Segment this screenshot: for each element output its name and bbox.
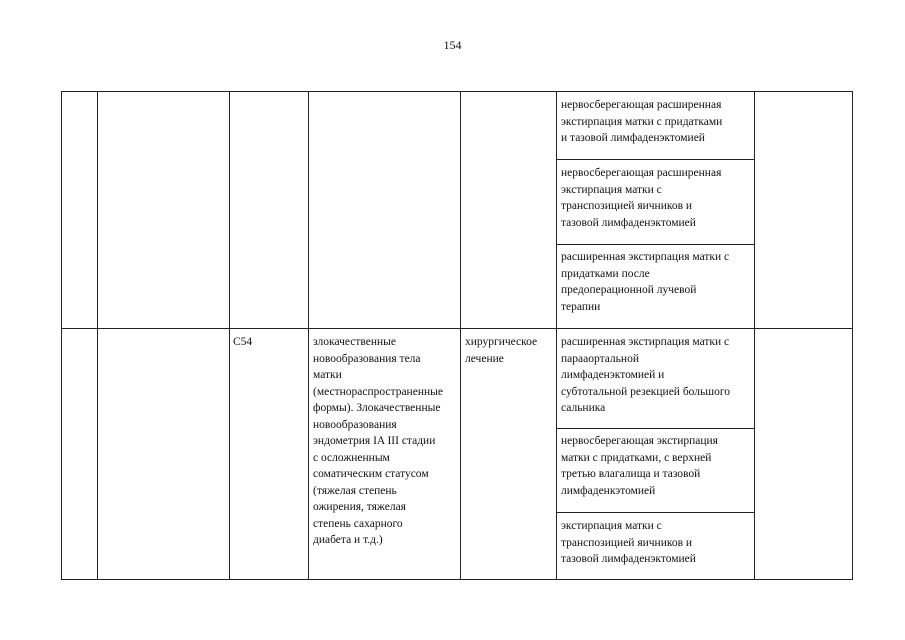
diagnosis-text-line: степень сахарного — [313, 517, 403, 530]
method-cell — [561, 433, 718, 499]
method-text-line: расширенная экстирпация матки с — [561, 251, 730, 263]
method-text-line: предоперационной лучевой — [561, 284, 697, 296]
method-divider — [556, 512, 754, 513]
diagnosis-cell — [313, 334, 443, 549]
method-text-line: экстирпация матки с — [561, 520, 662, 532]
column-divider — [308, 92, 309, 579]
method-text-line: субтотальной резекцией большого — [561, 385, 731, 398]
method-cell — [561, 518, 696, 568]
column-divider — [229, 92, 230, 579]
method-text-line: экстирпация матки с — [561, 183, 662, 196]
method-text-line: терапии — [561, 300, 601, 313]
method-text-line: придатками после — [561, 267, 650, 280]
method-cell — [561, 334, 730, 417]
method-text-line: тазовой лимфаденэктомией — [561, 216, 696, 229]
treatment-cell — [465, 334, 537, 367]
method-divider — [556, 244, 754, 245]
diagnosis-text-line: формы). Злокачественные — [313, 402, 441, 414]
row-divider — [62, 328, 852, 329]
medical-procedures-table — [61, 91, 853, 580]
method-text-line: нервосберегающая расширенная — [561, 99, 722, 111]
page-number: 154 — [443, 38, 462, 52]
method-text-line: расширенная экстирпация матки с — [561, 336, 730, 348]
diagnosis-text-line: (тяжелая степень — [313, 484, 397, 497]
treatment-text-line: лечение — [465, 352, 504, 365]
method-text-line: нервосберегающая расширенная — [561, 167, 722, 179]
column-divider — [556, 92, 557, 579]
method-text-line: третью влагалища и тазовой — [561, 468, 701, 480]
diagnosis-text-line: диабета и т.д.) — [313, 534, 383, 546]
diagnosis-text-line: злокачественные — [313, 336, 396, 348]
treatment-text-line: хирургическое — [465, 336, 538, 348]
method-text-line: матки с придатками, с верхней — [561, 451, 712, 464]
diagnosis-text-line: соматическим статусом — [313, 468, 429, 480]
diagnosis-text-line: новообразования — [313, 418, 397, 431]
method-text-line: лимфаденкэтомией — [561, 484, 656, 497]
method-text-line: тазовой лимфаденэктомией — [561, 553, 696, 565]
method-cell — [561, 97, 722, 147]
method-cell — [561, 165, 721, 231]
diagnosis-text-line: (местнораспространенные — [313, 385, 443, 398]
method-text-line: транспозицией яичников и — [561, 536, 693, 549]
method-cell — [561, 249, 729, 315]
method-divider — [556, 428, 754, 429]
code-cell: C54 — [233, 336, 253, 348]
method-text-line: нервосберегающая экстирпация — [561, 435, 718, 447]
column-divider — [97, 92, 98, 579]
method-text-line: транспозицией яичников и — [561, 200, 693, 212]
diagnosis-text-line: с осложненным — [313, 451, 390, 464]
diagnosis-text-line: эндометрия IA III стадии — [313, 435, 436, 447]
method-text-line: сальника — [561, 402, 606, 414]
method-text-line: лимфаденэктомией и — [561, 369, 665, 381]
method-text-line: парааортальной — [561, 352, 639, 365]
method-divider — [556, 159, 754, 160]
diagnosis-text-line: новообразования тела — [313, 352, 421, 365]
diagnosis-text-line: матки — [313, 369, 342, 381]
column-divider — [754, 92, 755, 579]
column-divider — [460, 92, 461, 579]
method-text-line: и тазовой лимфаденэктомией — [561, 132, 705, 144]
method-text-line: экстирпация матки с придатками — [561, 115, 723, 128]
diagnosis-text-line: ожирения, тяжелая — [313, 501, 406, 513]
